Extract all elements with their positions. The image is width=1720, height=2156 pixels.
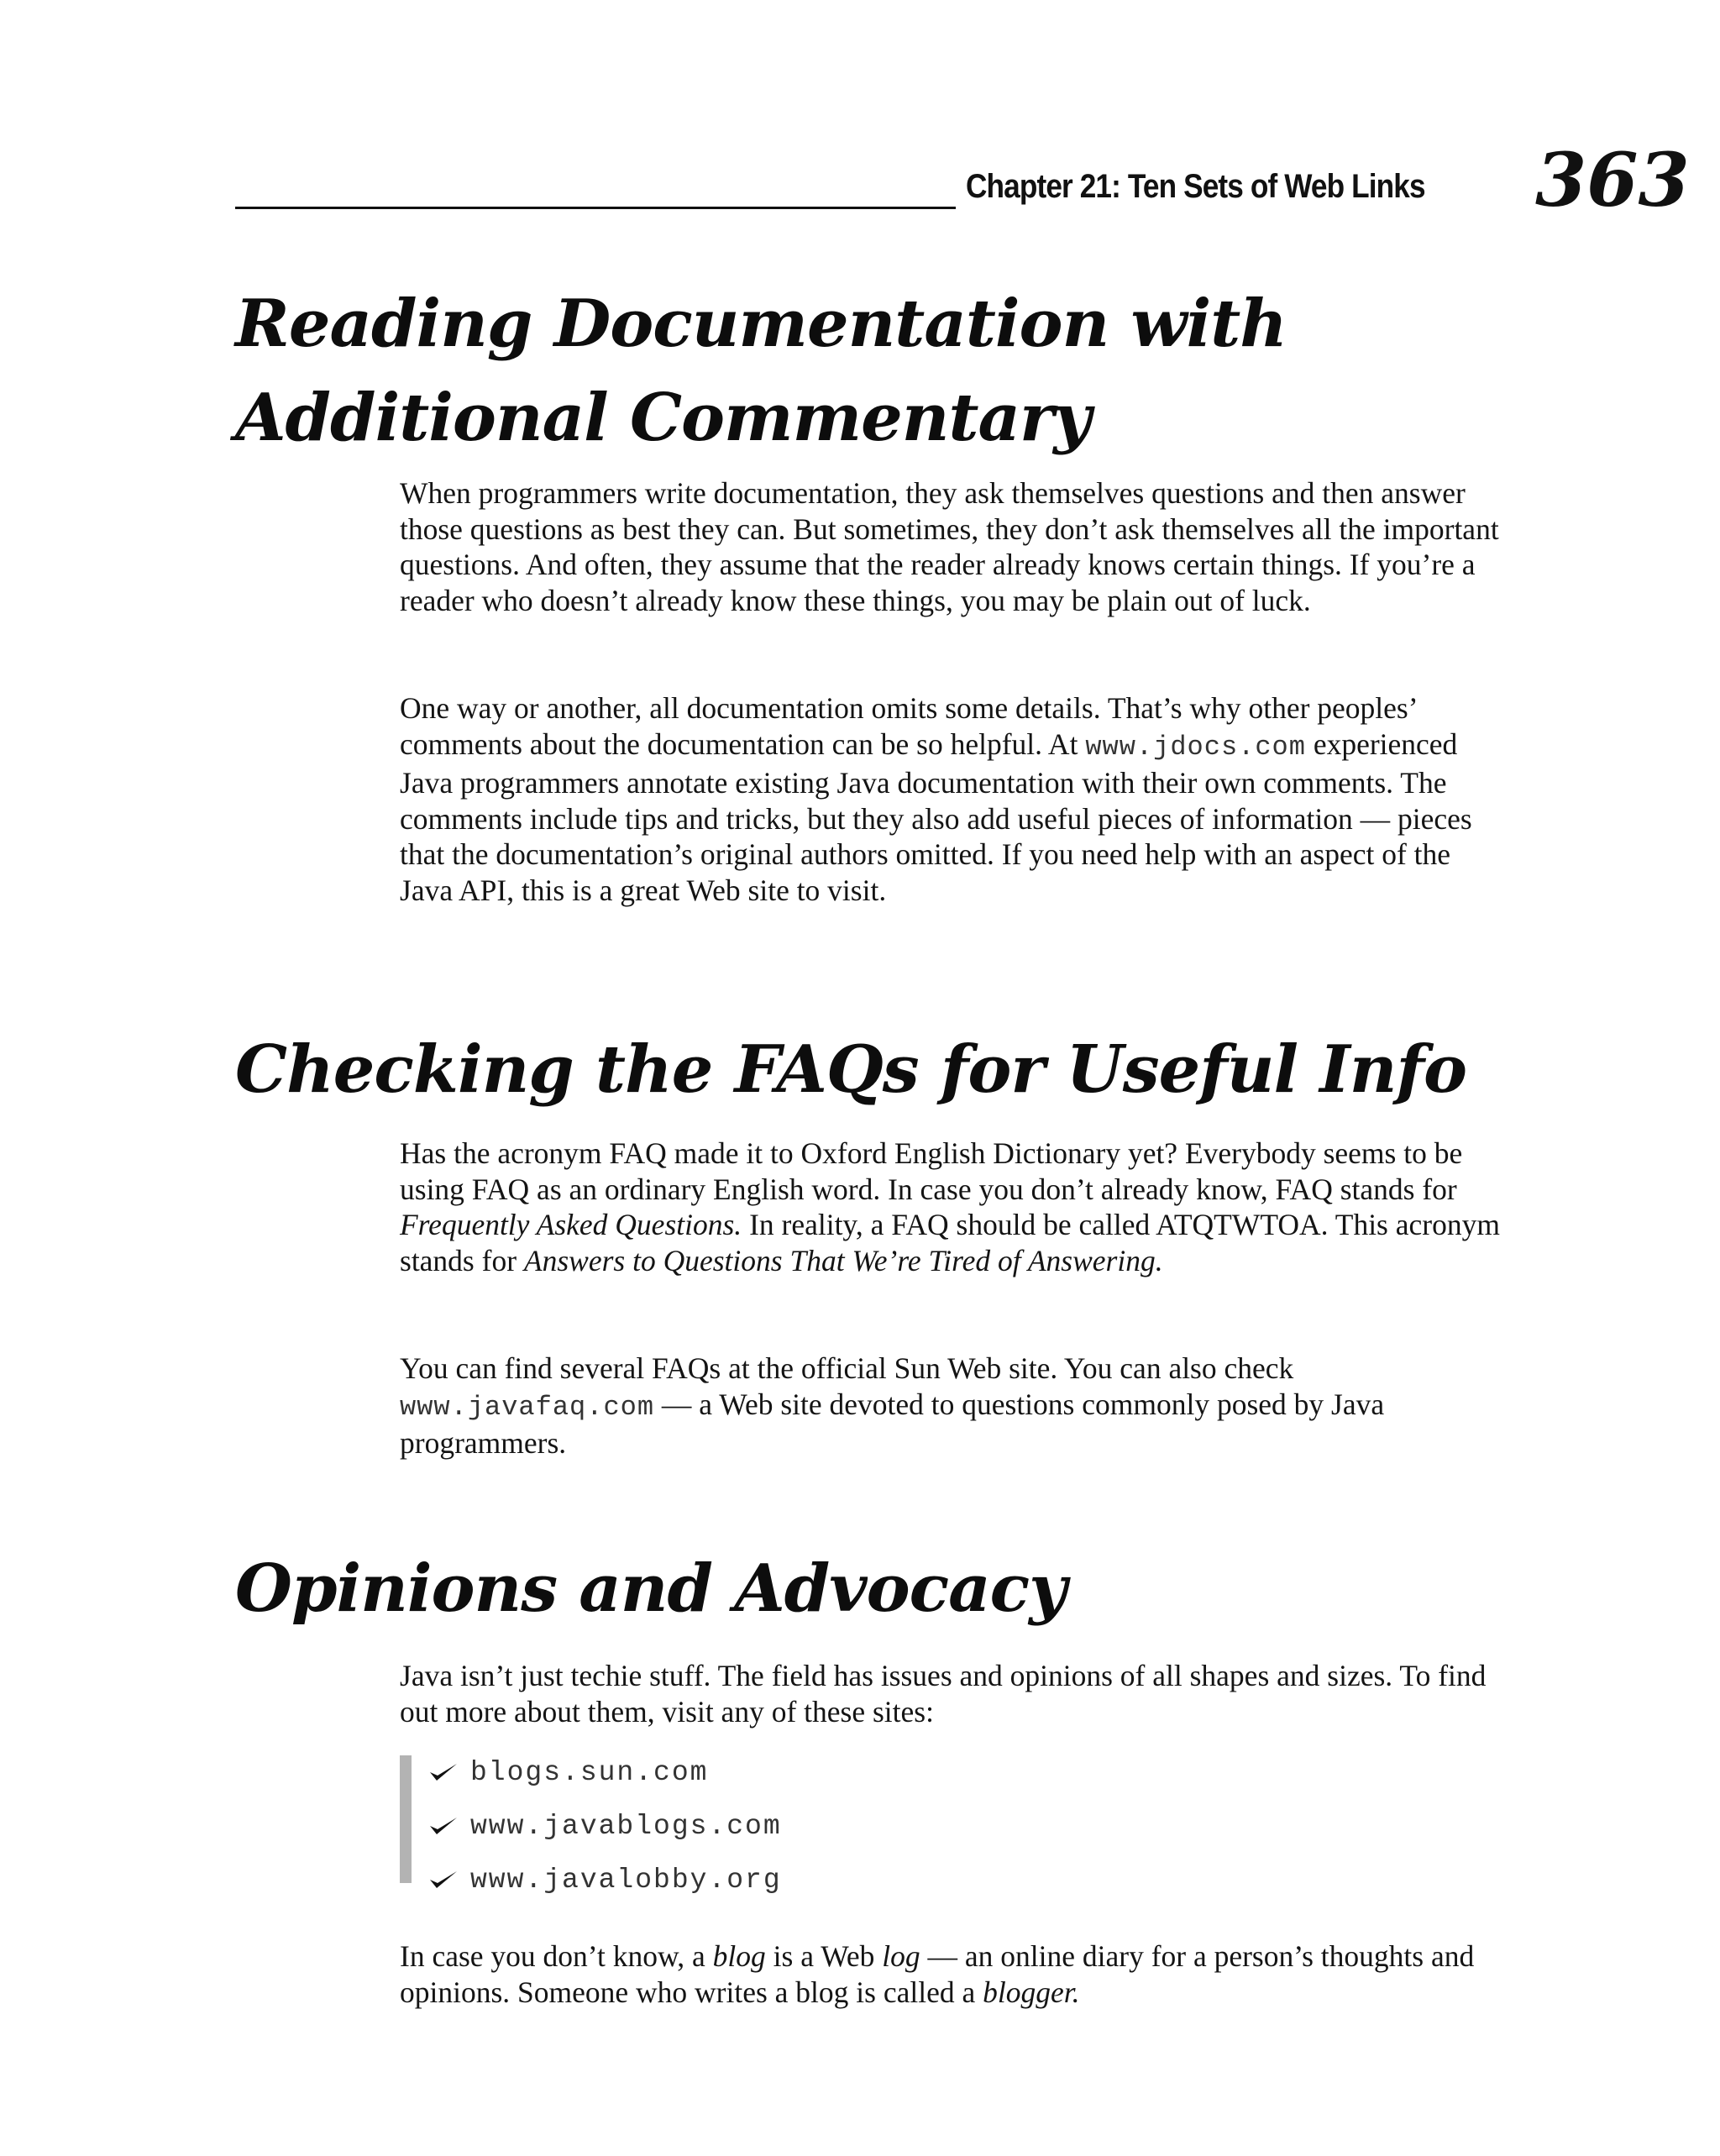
- link-javalobby: www.javalobby.org: [470, 1864, 782, 1896]
- emphasis: Frequently Asked Questions.: [400, 1208, 742, 1241]
- emphasis: blog: [712, 1939, 766, 1973]
- link-blogs-sun: blogs.sun.com: [470, 1756, 709, 1788]
- section-heading-opinions: Opinions and Advocacy: [235, 1550, 1067, 1627]
- check-icon: [428, 1762, 459, 1782]
- paragraph: [400, 1351, 1508, 1461]
- list-item: [428, 1799, 782, 1853]
- check-icon: [428, 1870, 459, 1890]
- section-heading-faqs: Checking the FAQs for Useful Info: [235, 1031, 1467, 1108]
- running-head: Chapter 21: Ten Sets of Web Links: [966, 168, 1425, 205]
- paragraph: [400, 1136, 1508, 1278]
- paragraph-text: Has the acronym FAQ made it to Oxford English Dictionary yet? Everybody seems to be using FAQ as an ordinary English word. In case you don’t already know, FAQ stands for: [400, 1136, 1463, 1206]
- list-item: [428, 1853, 782, 1907]
- paragraph-text: In reality, a FAQ should be called ATQTWTOA. This acronym stands for: [400, 1208, 1500, 1277]
- link-javablogs: www.javablogs.com: [470, 1810, 782, 1842]
- emphasis: Answers to Questions That We’re Tired of Answering.: [523, 1243, 1163, 1277]
- page-number: 363: [1535, 136, 1690, 223]
- paragraph: When programmers write documentation, they ask themselves questions and then answer those questions as best they can. But sometimes, they don’t ask themselves all the important questions. And often, they assume that the reader already knows certain things. If you’re a reader who doesn’t already know these things, you may be plain out of luck.: [400, 476, 1499, 617]
- emphasis: log: [882, 1939, 920, 1973]
- paragraph-text: — a Web site devoted to questions commonly posed by Java programmers.: [400, 1387, 1385, 1460]
- paragraph-text: In case you don’t know, a: [400, 1939, 705, 1973]
- heading-line: Additional Commentary: [235, 380, 1091, 456]
- link-list: [428, 1745, 782, 1907]
- check-icon: [428, 1816, 459, 1836]
- paragraph: Java isn’t just techie stuff. The field has issues and opinions of all shapes and sizes. To find out more about them, visit any of these sites:: [400, 1659, 1487, 1728]
- url-jdocs: www.jdocs.com: [1085, 731, 1306, 763]
- paragraph-text: experienced Java programmers annotate existing Java documentation with their own comments. The comments include tips and tricks, but they also add useful pieces of information — pieces that the documentation’s original authors omitted. If you need help with an aspect of the Java API, this is a great Web site to visit.: [400, 727, 1472, 907]
- emphasis: blogger.: [983, 1975, 1080, 2009]
- paragraph-text: is a Web: [773, 1939, 875, 1973]
- paragraph-text: You can find several FAQs at the official Sun Web site. You can also check: [400, 1351, 1294, 1385]
- url-javafaq: www.javafaq.com: [400, 1391, 655, 1423]
- paragraph: [400, 1938, 1508, 2010]
- header-rule: [235, 207, 956, 209]
- paragraph-text: — an online diary for a person’s thoughts and opinions. Someone who writes a blog is called a: [400, 1939, 1475, 2009]
- list-sidebar-bar: [400, 1755, 412, 1883]
- section-heading-reading-docs: [235, 277, 1287, 465]
- paragraph-text: One way or another, all documentation omits some details. That’s why other peoples’ comments about the documentation can be so helpful. At: [400, 691, 1416, 761]
- heading-line: Reading Documentation with: [235, 286, 1287, 362]
- list-item: [428, 1745, 782, 1799]
- paragraph: [400, 690, 1508, 908]
